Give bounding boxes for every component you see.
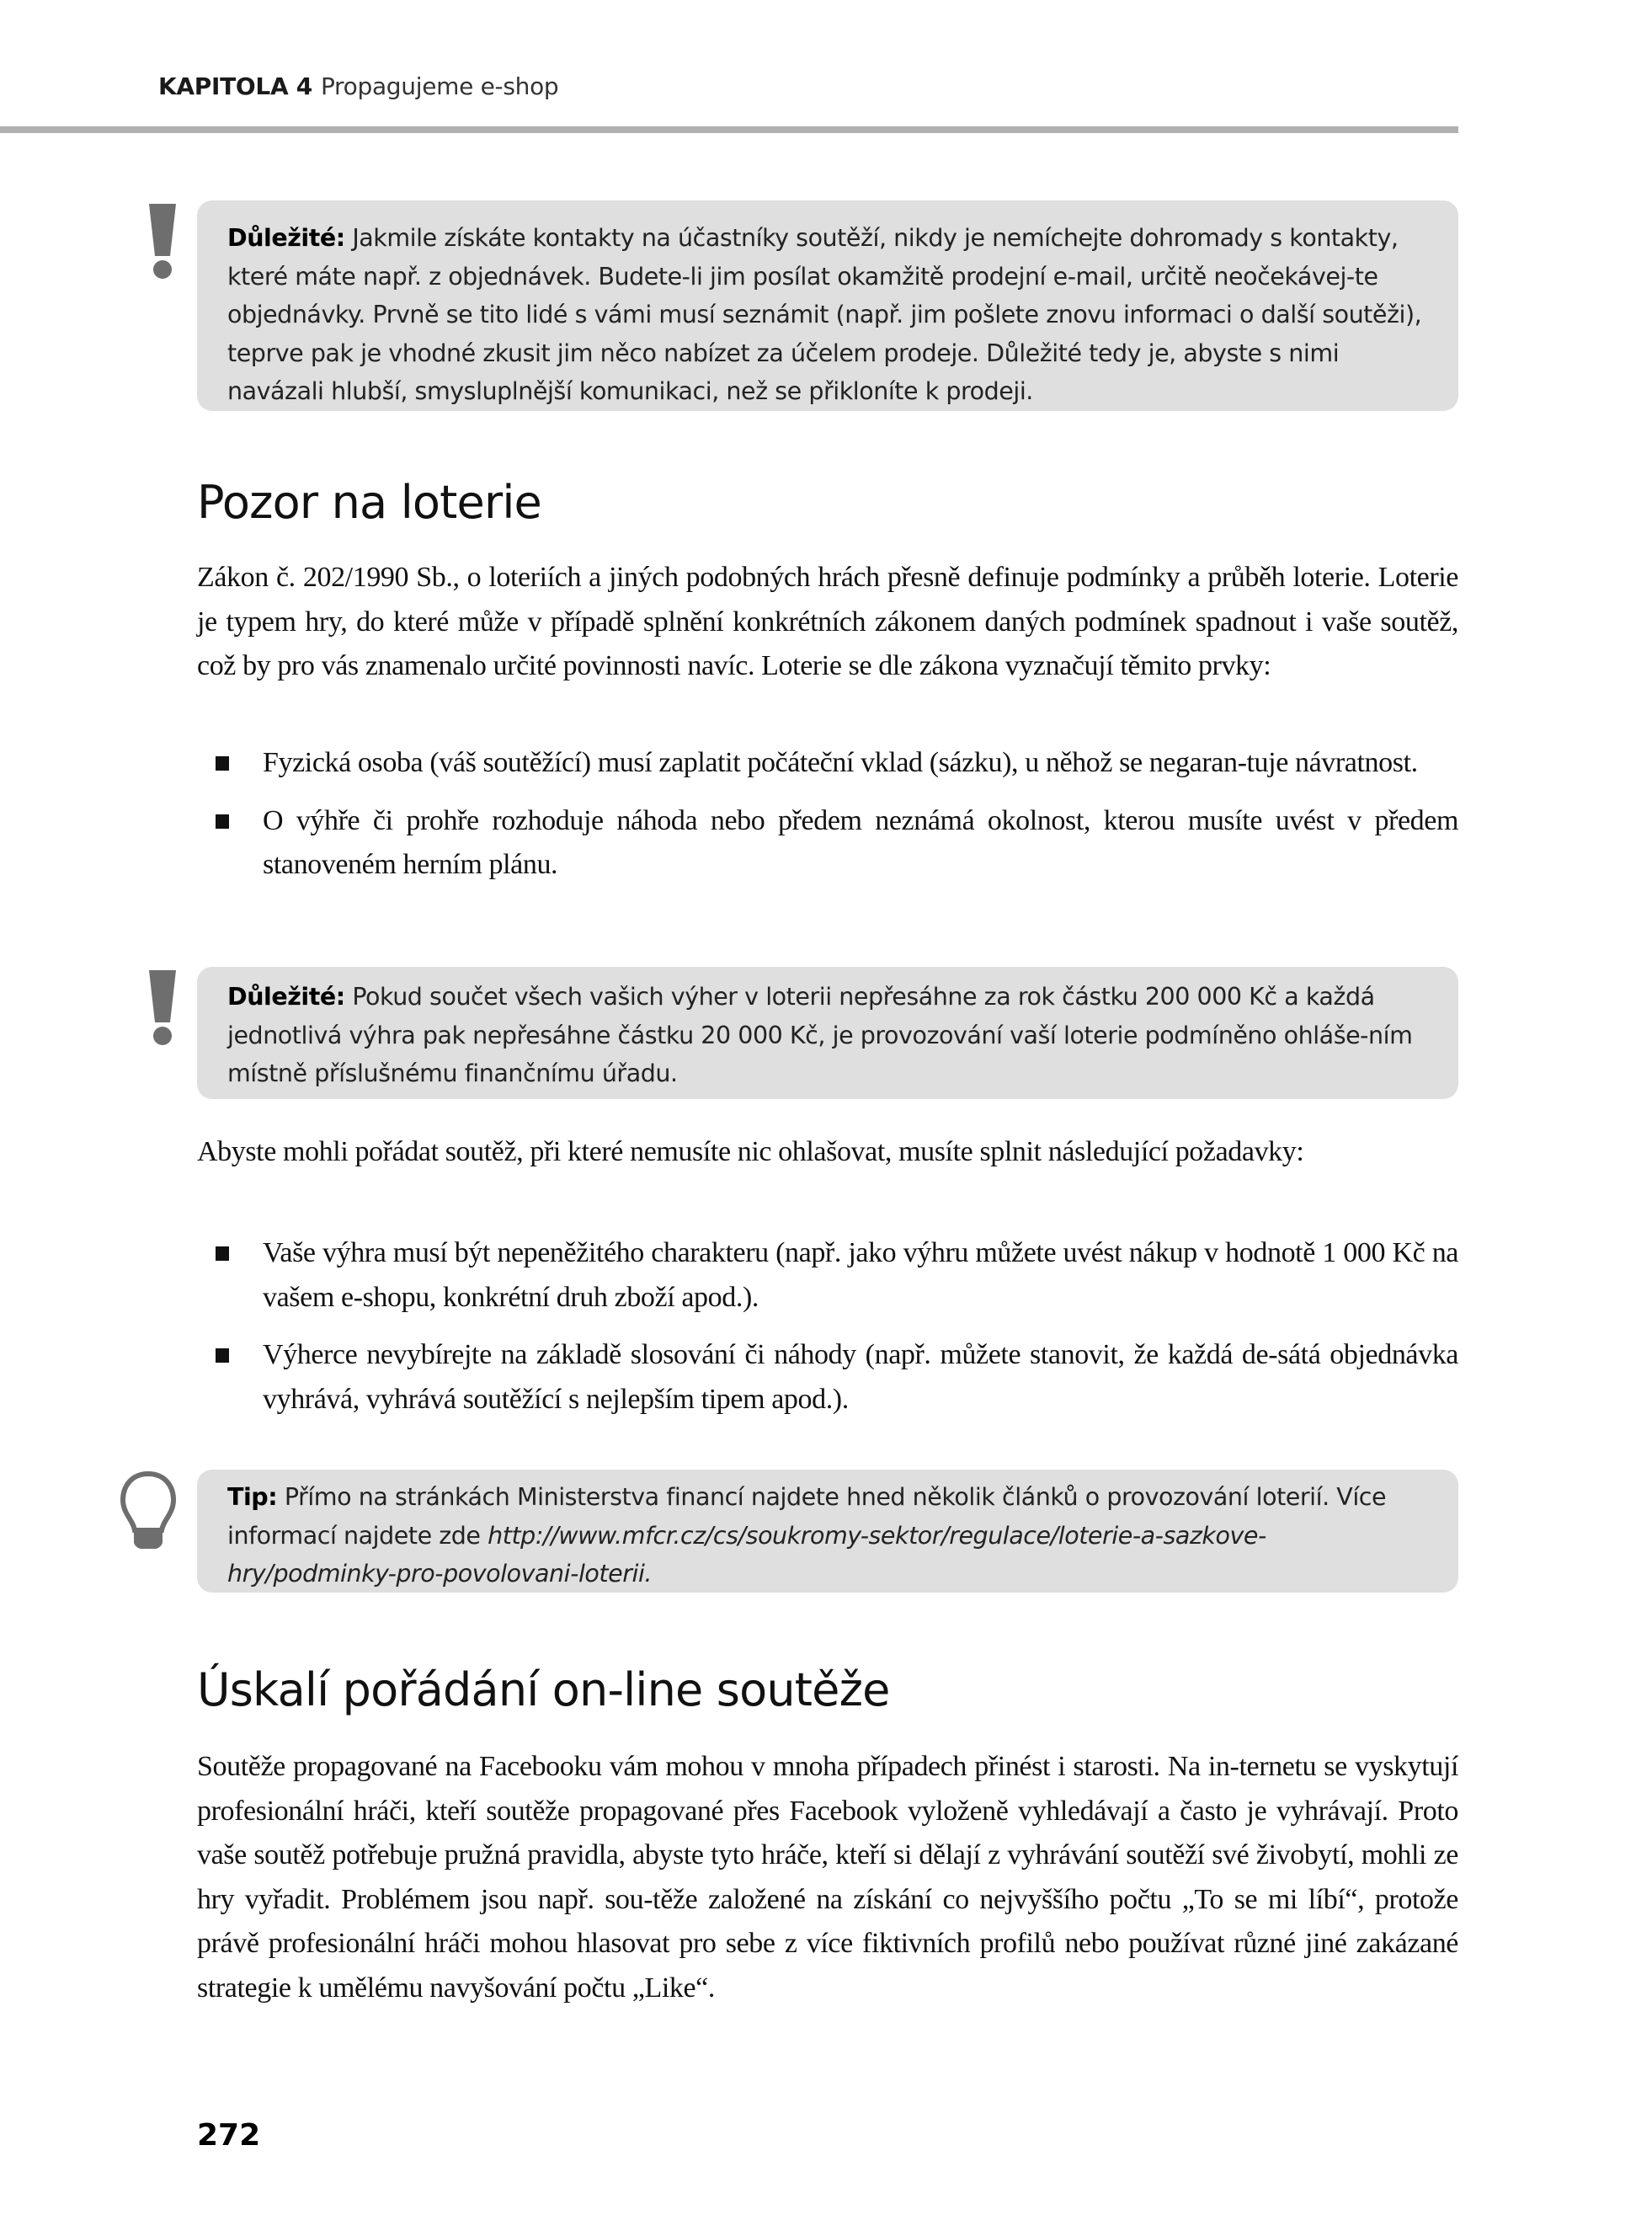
section-heading: Pozor na loterie [197,476,541,529]
callout-text: Pokud součet všech vašich výher v loterii nepřesáhne za rok částku 200 000 Kč a každá jednotlivá výhra pak nepřesáhne částku 20 000 Kč, je provozování vaší loterie podmíněno ohláše-ním místně příslušnému finančnímu úřadu. [227,983,1413,1087]
chapter-label: KAPITOLA 4 [158,72,312,100]
bullet-list [197,1231,1458,1435]
page-number: 272 [197,2118,261,2153]
list-item [197,741,1458,786]
paragraph: Soutěže propagované na Facebooku vám mohou v mnoha případech přinést i starosti. Na in-ternetu se vyskytují profesionální hráči, kteří soutěže propagované přes Facebook vyloženě vyhledávají a často je vyhrávají. Proto vaše soutěž potřebuje pružná pravidla, abyste tyto hráče, kteří si dělají z vyhrávání soutěží své živobytí, mohli ze hry vyřadit. Problémem jsou např. sou-těže založené na získání co nejvyššího počtu „To se mi líbí“, protože právě profesionální hráči mohou hlasovat pro sebe z více fiktivních profilů nebo používat různé jiné zakázané strategie k umělému navyšování počtu „Like“. [197,1751,1458,2004]
paragraph: Zákon č. 202/1990 Sb., o loteriích a jiných podobných hrách přesně definuje podmínky a průběh loterie. Loterie je typem hry, do které může v případě splnění konkrétních zákonem daných podmínek spadnout i vaše soutěž, což by pro vás znamenalo určité povinnosti navíc. Loterie se dle zákona vyznačují těmito prvky: [197,562,1458,681]
list-item [197,1231,1458,1320]
square-bullet-icon [216,814,229,829]
square-bullet-icon [216,1348,229,1363]
exclamation-icon [148,202,177,280]
lightbulb-icon [118,1470,179,1554]
square-bullet-icon [216,756,229,771]
list-item [197,1333,1458,1422]
list-item-text: O výhře či prohře rozhoduje náhoda nebo předem neznámá okolnost, kterou musíte uvést v předem stanoveném herním plánu. [263,804,1458,880]
list-item-text: Výherce nevybírejte na základě slosování či náhody (např. můžete stanovit, že každá de-sátá objednávka vyhrává, vyhrává soutěžící s nejlepším tipem apod.). [263,1339,1458,1415]
paragraph: Abyste mohli pořádat soutěž, při které nemusíte nic ohlašovat, musíte splnit následující požadavky: [197,1136,1304,1167]
important-callout [197,200,1458,411]
important-callout [197,967,1458,1099]
exclamation-icon [148,969,177,1046]
callout-text: Jakmile získáte kontakty na účastníky soutěží, nikdy je nemíchejte dohromady s kontakty, které máte např. z objednávek. Budete-li jim posílat okamžitě prodejní e-mail, určitě neočekávej-te objednávky. Prvně se tito lidé s vámi musí seznámit (např. jim pošlete znovu informaci o další soutěži), teprve pak je vhodné zkusit jim něco nabízet za účelem prodeje. Důležité tedy je, abyste s nimi navázali hlubší, smysluplnější komunikaci, než se přikloníte k prodeji. [227,224,1422,405]
section-heading: Úskalí pořádání on-line soutěže [197,1663,890,1716]
running-head [158,72,558,100]
tip-callout [197,1470,1458,1593]
header-rule [0,126,1458,133]
callout-label: Důležité: [227,983,345,1011]
callout-text: Přímo na stránkách Ministerstva financí najdete hned několik článků o provozování loterií. Více informací najdete zde [227,1483,1387,1550]
square-bullet-icon [216,1246,229,1261]
list-item-text: Vaše výhra musí být nepeněžitého charakteru (např. jako výhru můžete uvést nákup v hodnotě 1 000 Kč na vašem e-shopu, konkrétní druh zboží apod.). [263,1237,1458,1313]
callout-label: Důležité: [227,224,345,252]
list-item [197,799,1458,888]
chapter-title: Propagujeme e-shop [320,72,559,100]
bullet-list [197,741,1458,901]
callout-label: Tip: [227,1483,278,1511]
list-item-text: Fyzická osoba (váš soutěžící) musí zaplatit počáteční vklad (sázku), u něhož se negaran-tuje návratnost. [263,747,1418,778]
callout-link[interactable]: http://www.mfcr.cz/cs/soukromy-sektor/regulace/loterie-a-sazkove-hry/podminky-pro-povolovani-loterii. [227,1521,1266,1588]
